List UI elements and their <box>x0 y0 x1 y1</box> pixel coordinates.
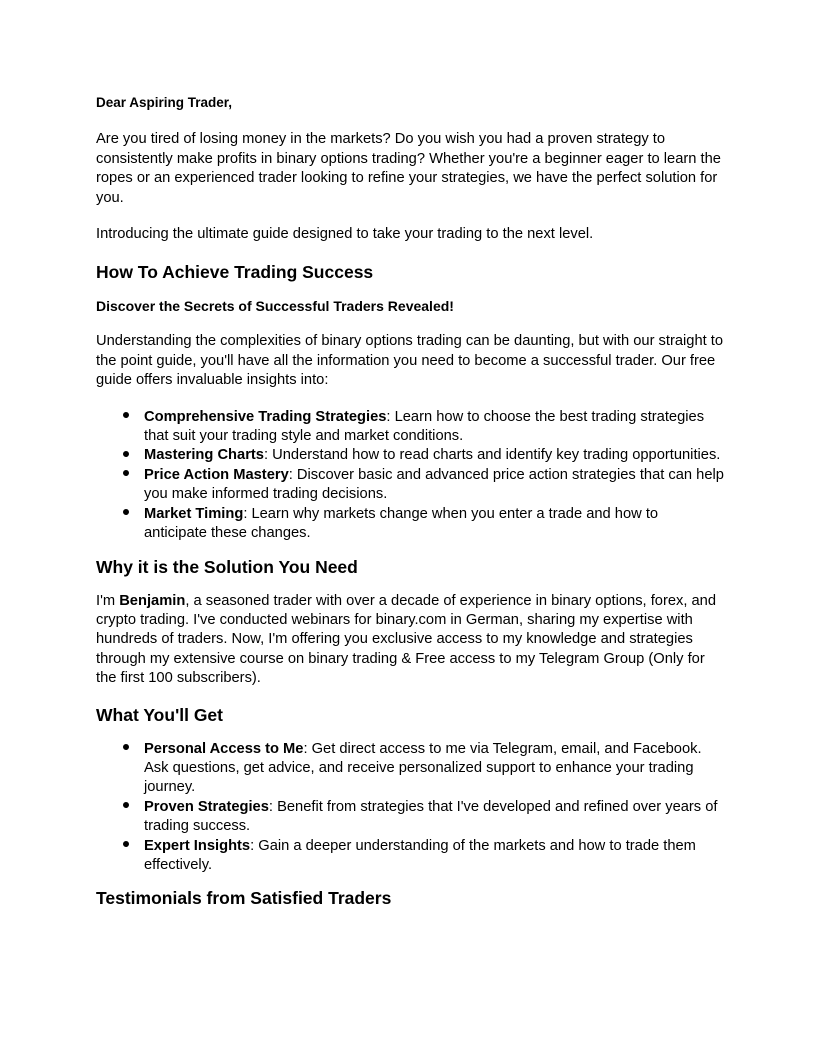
list-item-title: Mastering Charts <box>144 447 264 464</box>
list-item <box>96 446 724 465</box>
section-subheading-secrets: Discover the Secrets of Successful Traders Revealed! <box>96 298 454 315</box>
section-heading-testimonials: Testimonials from Satisfied Traders <box>96 888 392 909</box>
bullet-icon <box>119 740 133 759</box>
bullet-icon <box>119 798 133 817</box>
section-heading-what-you-get: What You'll Get <box>96 704 223 725</box>
intro-paragraph-1: Are you tired of losing money in the markets? Do you wish you had a proven strategy to consistently make profits in binary options trading? Whether you're a beginner eager to learn the ropes or an experienced trader looking to refine your strategies, we have the perfect solution for you. <box>96 131 721 206</box>
list-item-title: Personal Access to Me <box>144 740 304 757</box>
section2-paragraph <box>96 592 724 689</box>
section1-paragraph: Understanding the complexities of binary options trading can be daunting, but with our straight to the point guide, you'll have all the information you need to become a successful trader. Our free guide offers invaluable insights into: <box>96 333 724 389</box>
list-item <box>96 466 724 505</box>
salutation: Dear Aspiring Trader, <box>96 95 233 110</box>
list-item-text: : Benefit from strategies that I've developed and refined over years of trading success. <box>144 798 718 835</box>
list-item-text: : Discover basic and advanced price action strategies that can help you make informed trading decisions. <box>144 466 724 503</box>
section2-text: , a seasoned trader with over a decade of experience in binary options, forex, and crypto trading. I've conducted webinars for binary.com in German, sharing my expertise with hundreds of traders. Now, I'm offering you exclusive access to my knowledge and strategies through my extensive course on binary trading & Free access to my Telegram Group (Only for the first 100 subscribers). <box>96 592 717 687</box>
list-item-title: Expert Insights <box>144 837 251 854</box>
bullet-icon <box>119 837 133 856</box>
list-item <box>96 505 724 544</box>
list-item-title: Price Action Mastery <box>144 466 289 483</box>
list-item <box>96 740 724 798</box>
list-item-title: Comprehensive Trading Strategies <box>144 408 387 425</box>
section2-lead: I'm <box>96 592 120 609</box>
bullet-icon <box>119 505 133 524</box>
list-item-text: : Learn how to choose the best trading strategies that suit your trading style and market conditions. <box>144 408 705 445</box>
list-item <box>96 798 724 837</box>
author-name: Benjamin <box>119 592 186 609</box>
bullet-icon <box>119 446 133 465</box>
insights-list <box>96 408 724 544</box>
intro-paragraph-2: Introducing the ultimate guide designed to take your trading to the next level. <box>96 226 594 243</box>
document-page <box>96 93 724 923</box>
list-item-text: : Learn why markets change when you enter a trade and how to anticipate these changes. <box>144 505 659 542</box>
section-heading-solution: Why it is the Solution You Need <box>96 556 358 577</box>
bullet-icon <box>119 408 133 427</box>
list-item-text: : Gain a deeper understanding of the markets and how to trade them effectively. <box>144 837 696 873</box>
list-item-title: Proven Strategies <box>144 798 269 815</box>
list-item-text: : Understand how to read charts and identify key trading opportunities. <box>263 447 721 464</box>
list-item <box>96 408 724 447</box>
section-heading-trading-success: How To Achieve Trading Success <box>96 262 374 283</box>
list-item <box>96 837 724 876</box>
benefits-list <box>96 740 724 876</box>
list-item-title: Market Timing <box>144 505 244 522</box>
bullet-icon <box>119 466 133 485</box>
list-item-text: : Get direct access to me via Telegram, email, and Facebook. Ask questions, get advice, and receive personalized support to enhance your trading journey. <box>144 740 702 796</box>
